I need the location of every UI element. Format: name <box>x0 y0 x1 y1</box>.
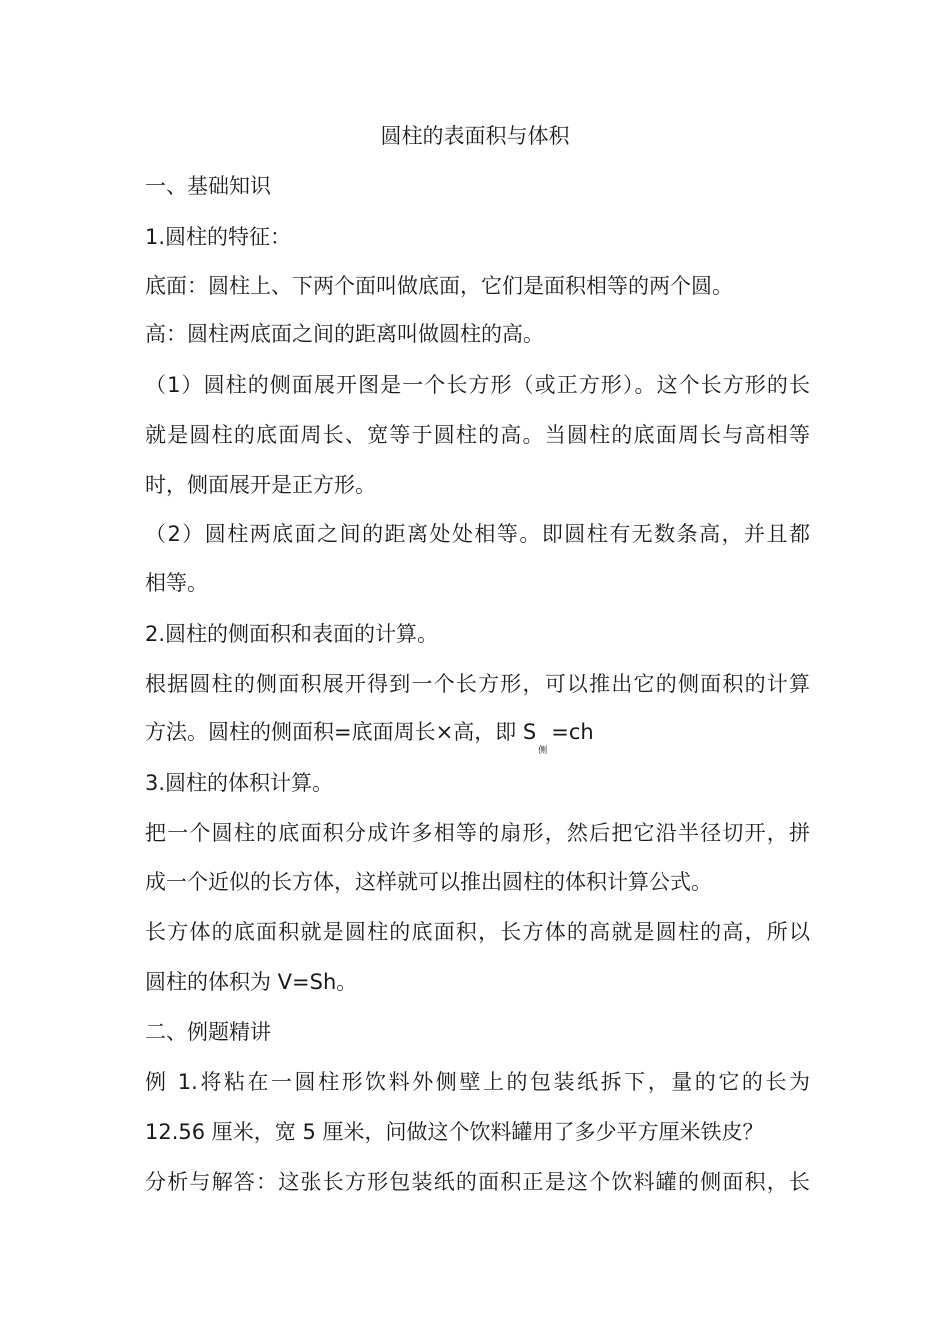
paragraph-volume-line1: 把一个圆柱的底面积分成许多相等的扇形，然后把它沿半径切开，拼 <box>145 821 810 845</box>
subheading-lateral-area: 2.圆柱的侧面积和表面的计算。 <box>145 622 439 646</box>
paragraph-height: 高：圆柱两底面之间的距离叫做圆柱的高。 <box>145 322 544 346</box>
paragraph-point2-line2: 相等。 <box>145 571 208 595</box>
example1-line1: 例 1.将粘在一圆柱形饮料外侧壁上的包装纸拆下，量的它的长为 <box>145 1070 810 1094</box>
paragraph-point1-line2: 就是圆柱的底面周长、宽等于圆柱的高。当圆柱的底面周长与高相等 <box>145 423 810 447</box>
paragraph-lateral-line1: 根据圆柱的侧面积展开得到一个长方形，可以推出它的侧面积的计算 <box>145 672 810 696</box>
document-title: 圆柱的表面积与体积 <box>380 124 570 148</box>
paragraph-volume-line2: 成一个近似的长方体，这样就可以推出圆柱的体积计算公式。 <box>145 870 712 894</box>
subheading-features: 1.圆柱的特征： <box>145 225 292 249</box>
paragraph-lateral-line2 <box>145 716 810 756</box>
paragraph-point1-line3: 时，侧面展开是正方形。 <box>145 473 376 497</box>
example1-line2: 12.56 厘米，宽 5 厘米，问做这个饮料罐用了多少平方厘米铁皮？ <box>145 1120 764 1144</box>
section-heading-basics: 一、基础知识 <box>145 174 271 198</box>
example1-analysis-line1: 分析与解答：这张长方形包装纸的面积正是这个饮料罐的侧面积，长 <box>145 1170 810 1194</box>
paragraph-point1-line1: （1）圆柱的侧面展开图是一个长方形（或正方形）。这个长方形的长 <box>145 373 810 397</box>
formula-text: 方法。圆柱的侧面积=底面周长×高，即 S <box>145 720 537 744</box>
formula-subscript: 侧 <box>538 746 548 756</box>
paragraph-point2-line1: （2）圆柱两底面之间的距离处处相等。即圆柱有无数条高，并且都 <box>145 522 810 546</box>
formula-rhs: =ch <box>551 720 594 744</box>
paragraph-base: 底面：圆柱上、下两个面叫做底面，它们是面积相等的两个圆。 <box>145 274 733 298</box>
paragraph-volume-line3: 长方体的底面积就是圆柱的底面积，长方体的高就是圆柱的高，所以 <box>145 920 810 944</box>
paragraph-volume-line4: 圆柱的体积为 V=Sh。 <box>145 970 358 994</box>
subheading-volume: 3.圆柱的体积计算。 <box>145 771 334 795</box>
section-heading-examples: 二、例题精讲 <box>145 1020 271 1044</box>
